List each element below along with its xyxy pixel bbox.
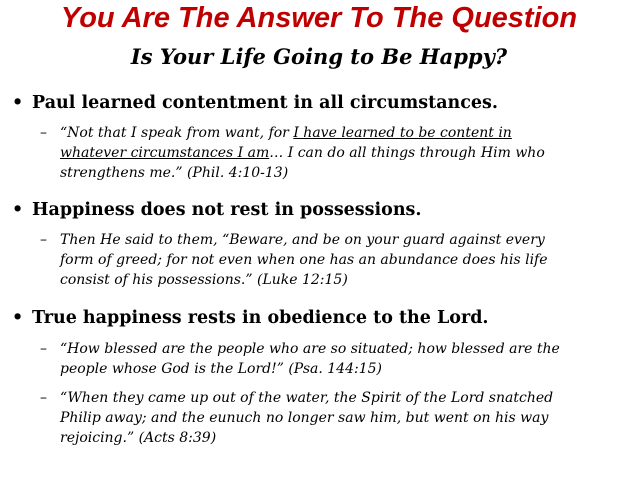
quote-underlined-text: I have learned to be content in xyxy=(293,125,512,141)
dash-icon: – xyxy=(40,125,47,141)
bullet-icon: • xyxy=(12,200,24,220)
bullet-icon: • xyxy=(12,308,24,328)
slide-title: You Are The Answer To The Question xyxy=(60,2,578,34)
bullet-contentment xyxy=(12,90,632,116)
quote-line xyxy=(40,143,630,163)
quote-line: form of greed; for not even when one has an abundance does his life xyxy=(60,252,548,268)
slide-subtitle: Is Your Life Going to Be Happy? xyxy=(130,44,508,69)
dash-icon: – xyxy=(40,232,47,248)
bullet-possessions xyxy=(12,197,632,223)
quote-line xyxy=(40,123,630,143)
bullet-text: Happiness does not rest in possessions. xyxy=(32,200,422,220)
bullet-text: Paul learned contentment in all circumstances. xyxy=(32,93,498,113)
dash-icon: – xyxy=(40,341,47,357)
quote-line: Philip away; and the eunuch no longer saw him, but went on his way xyxy=(60,410,549,426)
quote-acts xyxy=(40,388,630,448)
quote-underlined-text: whatever circumstances I am xyxy=(60,145,270,161)
quote-text: “Not that I speak from want, for xyxy=(60,125,294,141)
quote-phil xyxy=(40,123,630,183)
dash-icon: – xyxy=(40,390,47,406)
bullet-obedience xyxy=(12,305,632,331)
quote-line: people whose God is the Lord!” (Psa. 144:15) xyxy=(60,361,382,377)
quote-text: … I can do all things through Him who xyxy=(269,145,545,161)
quote-psalm xyxy=(40,339,630,379)
bullet-text: True happiness rests in obedience to the Lord. xyxy=(32,308,489,328)
quote-line: Then He said to them, “Beware, and be on your guard against every xyxy=(60,232,545,248)
quote-line: “When they came up out of the water, the Spirit of the Lord snatched xyxy=(60,390,554,406)
bullet-icon: • xyxy=(12,93,24,113)
quote-line: rejoicing.” (Acts 8:39) xyxy=(60,430,217,446)
quote-line: “How blessed are the people who are so situated; how blessed are the xyxy=(60,341,560,357)
quote-line: consist of his possessions.” (Luke 12:15) xyxy=(60,272,348,288)
quote-line: strengthens me.” (Phil. 4:10-13) xyxy=(60,165,289,181)
quote-luke xyxy=(40,230,630,290)
